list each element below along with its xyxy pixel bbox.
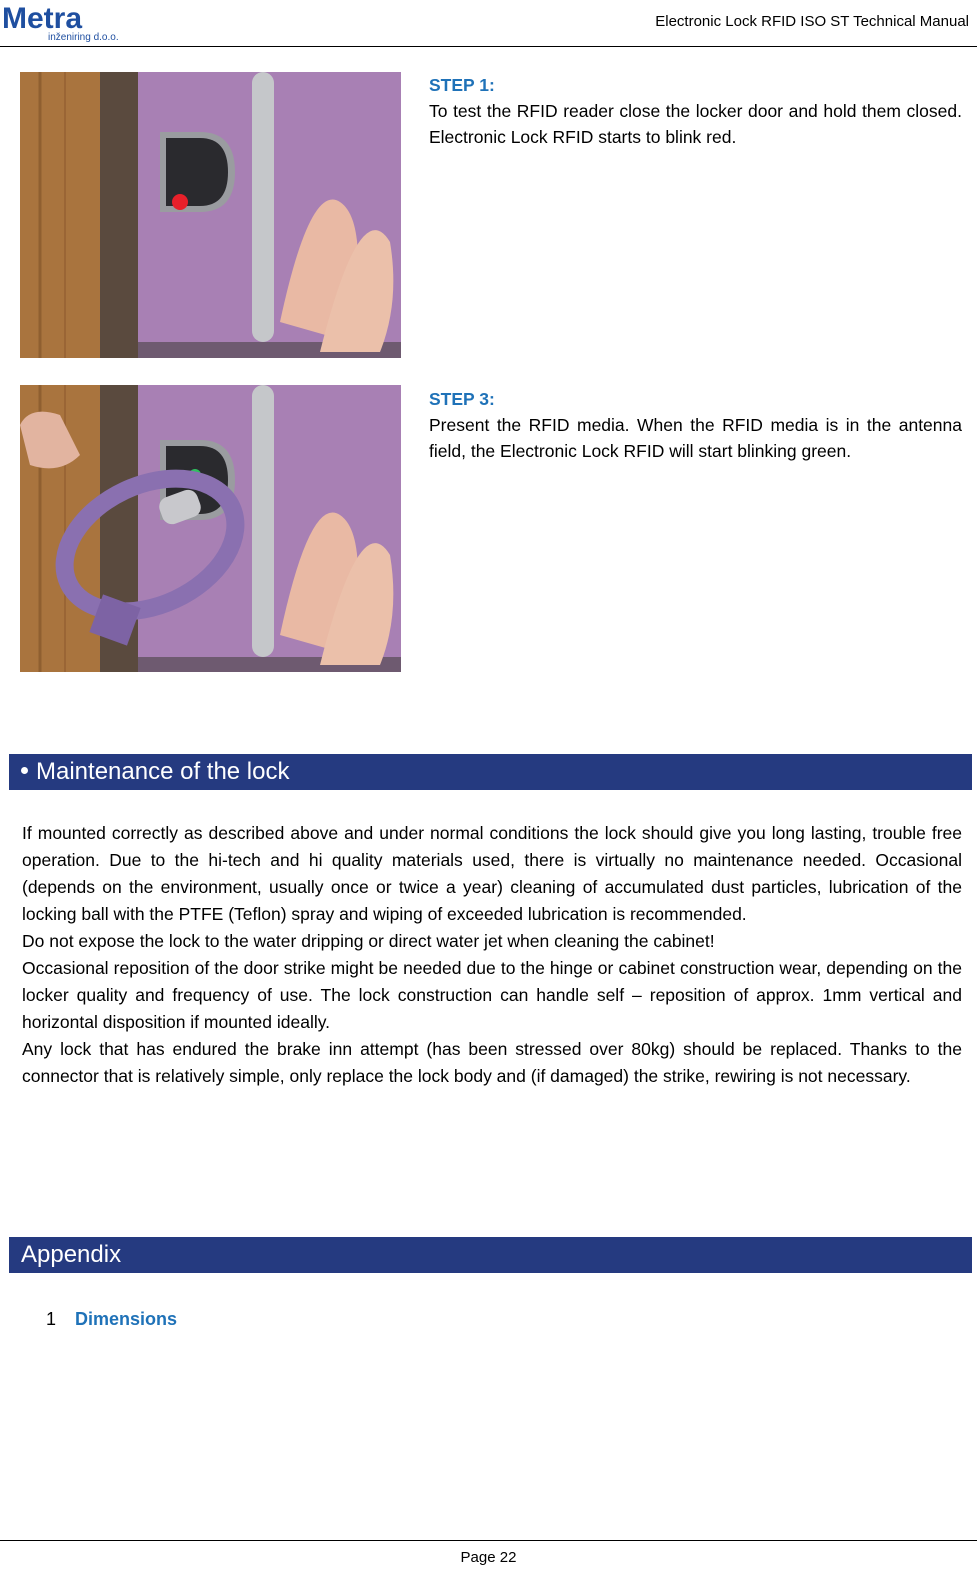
footer-divider (0, 1540, 977, 1541)
step1-title: STEP 1: (429, 75, 495, 95)
header-divider (0, 46, 977, 47)
maintenance-body (22, 820, 962, 1090)
maintenance-paragraph: Do not expose the lock to the water dripping or direct water jet when cleaning the cabinet! (22, 931, 715, 951)
maintenance-heading: Maintenance of the lock (36, 758, 290, 785)
page-header (0, 0, 977, 48)
maintenance-heading-bar (9, 754, 972, 790)
step3-photo (20, 385, 401, 672)
appendix-heading-bar (9, 1237, 972, 1273)
step1-text: To test the RFID reader close the locker door and hold them closed. Electronic Lock RFID starts to blink red. (429, 101, 962, 147)
appendix-item-number: 1 (46, 1309, 57, 1329)
step3-title: STEP 3: (429, 389, 495, 409)
appendix-item-dimensions (46, 1305, 177, 1333)
step3-text: Present the RFID media. When the RFID media is in the antenna field, the Electronic Lock RFID will start blinking green. (429, 415, 962, 461)
maintenance-paragraph: Occasional reposition of the door strike might be needed due to the hinge or cabinet construction wear, depending on the locker quality and frequency of use. The lock construction can handle self – reposition of approx. 1mm vertical and horizontal disposition if mounted ideally. (22, 958, 962, 1032)
maintenance-paragraph: Any lock that has endured the brake inn attempt (has been stressed over 80kg) should be replaced. Thanks to the connector that is relatively simple, only replace the lock body and (if damaged) the strike, rewiring is not necessary. (22, 1039, 962, 1086)
svg-text:Metra: Metra (2, 2, 83, 35)
appendix-heading: Appendix (21, 1241, 122, 1268)
bullet-icon (21, 767, 28, 774)
step1-block (429, 72, 962, 150)
step1-photo (20, 72, 401, 358)
step3-block (429, 386, 962, 464)
maintenance-paragraph: If mounted correctly as described above and under normal conditions the lock should give you long lasting, trouble free operation. Due to the hi-tech and hi quality materials used, there is virtually no maintenance needed. Occasional (depends on the environment, usually once or twice a year) cleaning of accumulated dust particles, lubrication of the locking ball with the PTFE (Teflon) spray and wiping of exceeded lubrication is recommended. (22, 823, 962, 924)
svg-text:inženiring d.o.o.: inženiring d.o.o. (48, 32, 119, 43)
company-logo (0, 0, 140, 44)
appendix-item-label: Dimensions (75, 1309, 178, 1329)
page-number: Page 22 (460, 1549, 517, 1566)
document-title: Electronic Lock RFID ISO ST Technical Manual (655, 13, 969, 30)
